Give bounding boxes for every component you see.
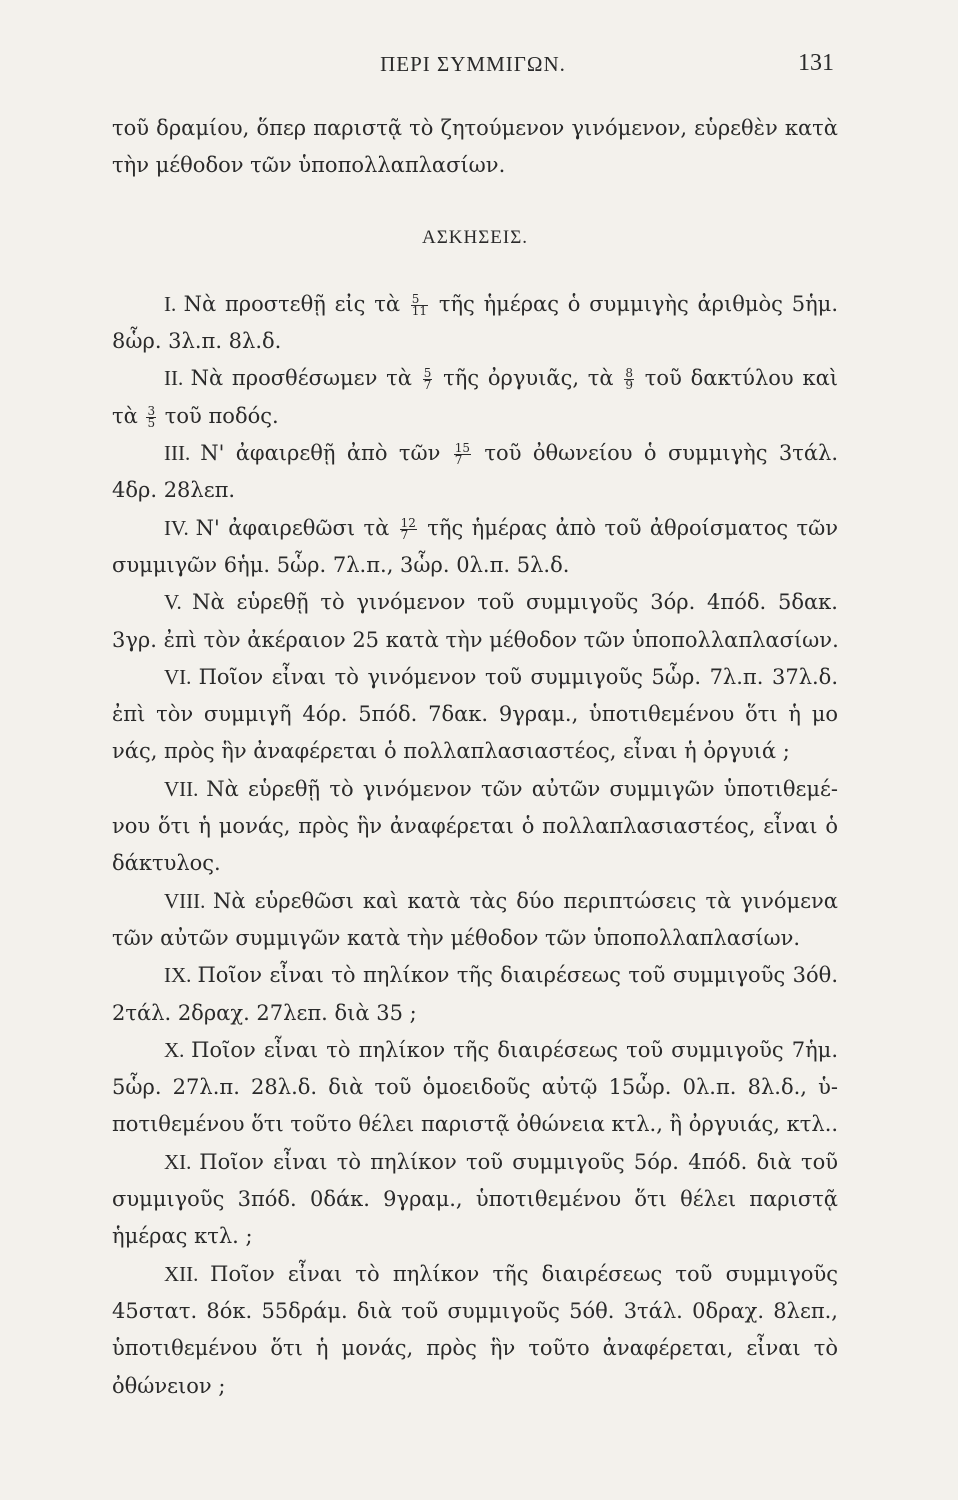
running-title: ΠΕΡΙ ΣΥΜΜΙΓΩΝ. bbox=[380, 52, 566, 76]
exercise bbox=[112, 584, 838, 659]
text-line bbox=[112, 547, 838, 584]
text-segment: τοῦ δακτύλου καὶ bbox=[636, 366, 838, 391]
text-segment: Ποῖον εἶναι τὸ πηλίκον τῆς διαιρέσεως τοῦ συμμιγοῦς 7ἡμ. bbox=[191, 1037, 838, 1062]
exercise-numeral: VIII. bbox=[164, 888, 214, 913]
text-segment: τῆς ἡμέρας ἀπὸ τοῦ ἀθροίσματος τῶν bbox=[418, 515, 838, 540]
text-segment: ὀθώνειον ; bbox=[112, 1373, 226, 1398]
fraction-numerator: 5 bbox=[423, 366, 432, 381]
fraction-denominator: 9 bbox=[625, 378, 634, 393]
text-segment: ποτιθεμένου ὅτι τοῦτο θέλει παριστᾷ ὀθώνεια κτλ., ἢ ὀργυιάς, κτλ.. bbox=[112, 1112, 839, 1137]
text-segment: ἡμέρας κτλ. ; bbox=[112, 1224, 253, 1249]
exercise-numeral: I. bbox=[164, 291, 184, 316]
text-segment: τῶν αὐτῶν συμμιγῶν κατὰ τὴν μέθοδον τῶν ὑποπολλαπλασίων. bbox=[112, 925, 801, 950]
exercise-numeral: VI. bbox=[164, 664, 199, 689]
exercise bbox=[112, 883, 838, 958]
exercise-numeral: VII. bbox=[164, 776, 207, 801]
text-segment: συμμιγοῦς 3πόδ. 0δάκ. 9γραμ., ὑποτιθεμένου ὅτι θέλει παριστᾷ bbox=[112, 1187, 838, 1212]
text-segment: Νὰ προσθέσωμεν τὰ bbox=[190, 366, 421, 391]
exercise bbox=[112, 957, 838, 1032]
fraction-denominator: 11 bbox=[411, 303, 428, 318]
text-line bbox=[112, 1069, 838, 1106]
fraction-numerator: 3 bbox=[147, 403, 156, 418]
text-segment: δάκτυλος. bbox=[112, 851, 221, 876]
exercise-numeral: II. bbox=[164, 366, 191, 391]
text-line bbox=[112, 1218, 838, 1255]
text-segment: Ν' ἀφαιρεθῇ ἀπὸ τῶν bbox=[200, 441, 452, 466]
text-segment: Νὰ εὑρεθῶσι καὶ κατὰ τὰς δύο περιπτώσεις τὰ γινόμενα bbox=[213, 888, 838, 913]
text-line bbox=[112, 584, 838, 621]
text-segment: τῆς ὀργυιᾶς, τὰ bbox=[434, 366, 623, 391]
exercise bbox=[112, 286, 838, 361]
text-segment: 3γρ. ἐπὶ τὸν ἀκέραιον 25 κατὰ τὴν μέθοδον τῶν ὑποπολλαπλασίων. bbox=[112, 627, 839, 652]
exercise-numeral: V. bbox=[164, 590, 193, 615]
exercise bbox=[112, 1032, 838, 1144]
text-line bbox=[112, 323, 838, 360]
exercise-numeral: IV. bbox=[164, 515, 196, 540]
exercise bbox=[112, 1144, 838, 1256]
text-segment: Νὰ εὑρεθῇ τὸ γινόμενον τοῦ συμμιγοῦς 3όρ. 4πόδ. 5δακ. bbox=[192, 590, 838, 615]
exercise bbox=[112, 435, 838, 510]
text-segment: Ποῖον εἶναι τὸ γινόμενον τοῦ συμμιγοῦς 5ὧρ. 7λ.π. 37λ.δ. bbox=[198, 664, 839, 689]
text-segment: Ποῖον εἶναι τὸ πηλίκον τῆς διαιρέσεως τοῦ συμμιγοῦς 3όθ. bbox=[197, 963, 838, 988]
text-segment: τοῦ ὀθωνείου ὁ συμμιγὴς 3τάλ. bbox=[473, 441, 838, 466]
exercise-numeral: X. bbox=[164, 1037, 192, 1062]
fraction-numerator: 5 bbox=[411, 294, 428, 306]
text-segment: νου ὅτι ἡ μονάς, πρὸς ἣν ἀναφέρεται ὁ πολλαπλασιαστέος, εἶναι ὁ bbox=[112, 814, 838, 839]
text-segment: τὰ bbox=[112, 403, 145, 428]
text-segment: 8ὧρ. 3λ.π. 8λ.δ. bbox=[112, 329, 282, 354]
text-line bbox=[112, 398, 838, 435]
text-line bbox=[112, 1256, 838, 1293]
fraction bbox=[411, 291, 428, 318]
exercise-numeral: IX. bbox=[164, 963, 198, 988]
text-segment: ἐπὶ τὸν συμμιγῆ 4όρ. 5πόδ. 7δακ. 9γραμ., ὑποτιθεμένου ὅτι ἡ μο bbox=[112, 702, 838, 727]
running-header bbox=[112, 46, 834, 82]
text-segment: Ποῖον εἶναι τὸ πηλίκον τοῦ συμμιγοῦς 5όρ. 4πόδ. διὰ τοῦ bbox=[199, 1149, 838, 1174]
text-segment: Ποῖον εἶναι τὸ πηλίκον τῆς διαιρέσεως τοῦ συμμιγοῦς bbox=[210, 1261, 838, 1286]
exercise bbox=[112, 771, 838, 883]
text-line bbox=[112, 883, 838, 920]
text-segment: τοῦ ποδός. bbox=[158, 403, 279, 428]
text-line bbox=[112, 1144, 838, 1181]
text-segment: συμμιγῶν 6ἡμ. 5ὧρ. 7λ.π., 3ὧρ. 0λ.π. 5λ.δ. bbox=[112, 552, 570, 577]
text-line bbox=[112, 957, 838, 994]
text-line bbox=[112, 435, 838, 472]
text-line bbox=[112, 771, 838, 808]
text-segment: Νὰ εὑρεθῇ τὸ γινόμενον τῶν αὐτῶν συμμιγῶν ὑποτιθεμέ- bbox=[206, 776, 839, 801]
text-line bbox=[112, 1181, 838, 1218]
fraction bbox=[146, 403, 156, 430]
text-line bbox=[112, 1106, 838, 1143]
page-number: 131 bbox=[798, 50, 834, 76]
fraction bbox=[624, 368, 634, 391]
text-line bbox=[112, 622, 838, 659]
text-segment: 5ὧρ. 27λ.π. 28λ.δ. διὰ τοῦ ὁμοειδοῦς αὐτῷ 15ὧρ. 0λ.π. 8λ.δ., ὑ- bbox=[112, 1075, 838, 1100]
text-line bbox=[112, 845, 838, 882]
text-line bbox=[112, 1368, 838, 1405]
exercise-numeral: III. bbox=[164, 441, 201, 466]
text-line: τὴν μέθοδον τῶν ὑποπολλαπλασίων. bbox=[112, 153, 506, 178]
exercise-numeral: XII. bbox=[164, 1261, 211, 1286]
exercise bbox=[112, 510, 838, 585]
text-segment: 2τάλ. 2δραχ. 27λεπ. διὰ 35 ; bbox=[112, 1000, 417, 1025]
fraction-numerator: 8 bbox=[625, 366, 634, 381]
text-segment: Νὰ προστεθῇ εἰς τὰ bbox=[183, 291, 409, 316]
text-segment: νάς, πρὸς ἣν ἀναφέρεται ὁ πολλαπλασιαστέος, εἶναι ἡ ὀργυιά ; bbox=[112, 739, 790, 764]
text-line bbox=[112, 920, 838, 957]
fraction-denominator: 7 bbox=[454, 453, 463, 468]
fraction-denominator: 5 bbox=[147, 415, 156, 430]
fraction bbox=[400, 515, 417, 542]
text-line: τοῦ δραμίου, ὅπερ παριστᾷ τὸ ζητούμενον γινόμενον, εὑρεθὲν κατὰ bbox=[112, 116, 838, 140]
fraction bbox=[423, 368, 433, 391]
text-line bbox=[112, 510, 838, 547]
fraction-denominator: 7 bbox=[423, 378, 432, 393]
text-segment: Ν' ἀφαιρεθῶσι τὰ bbox=[195, 515, 398, 540]
fraction-denominator: 7 bbox=[400, 527, 409, 542]
text-segment: 45στατ. 8όκ. 55δράμ. διὰ τοῦ συμμιγοῦς 5όθ. 3τάλ. 0δραχ. 8λεπ., bbox=[112, 1298, 838, 1323]
text-segment: 4δρ. 28λεπ. bbox=[112, 478, 236, 503]
text-line bbox=[112, 659, 838, 696]
text-segment: τῆς ἡμέρας ὁ συμμιγὴς ἀριθμὸς 5ἡμ. bbox=[430, 291, 838, 316]
text-line bbox=[112, 733, 838, 770]
fraction bbox=[454, 443, 471, 466]
fraction-numerator: 15 bbox=[454, 441, 471, 456]
page-body bbox=[112, 110, 838, 1405]
exercise bbox=[112, 1256, 838, 1405]
text-line bbox=[112, 286, 838, 323]
exercise-list bbox=[112, 286, 838, 1405]
text-line bbox=[112, 472, 838, 509]
fraction-numerator: 12 bbox=[400, 515, 416, 530]
text-line bbox=[112, 360, 838, 397]
exercise-numeral: XI. bbox=[164, 1149, 200, 1174]
text-line bbox=[112, 1032, 838, 1069]
text-line bbox=[112, 1293, 838, 1330]
text-line bbox=[112, 808, 838, 845]
text-segment: ὑποτιθεμένου ὅτι ἡ μονάς, πρὸς ἣν τοῦτο ἀναφέρεται, εἶναι τὸ bbox=[112, 1336, 838, 1361]
text-line bbox=[112, 696, 838, 733]
text-line bbox=[112, 995, 838, 1032]
exercise bbox=[112, 659, 838, 771]
exercise bbox=[112, 360, 838, 435]
text-line bbox=[112, 1330, 838, 1367]
section-heading: ΑΣΚΗΣΕΙΣ. bbox=[421, 226, 529, 248]
